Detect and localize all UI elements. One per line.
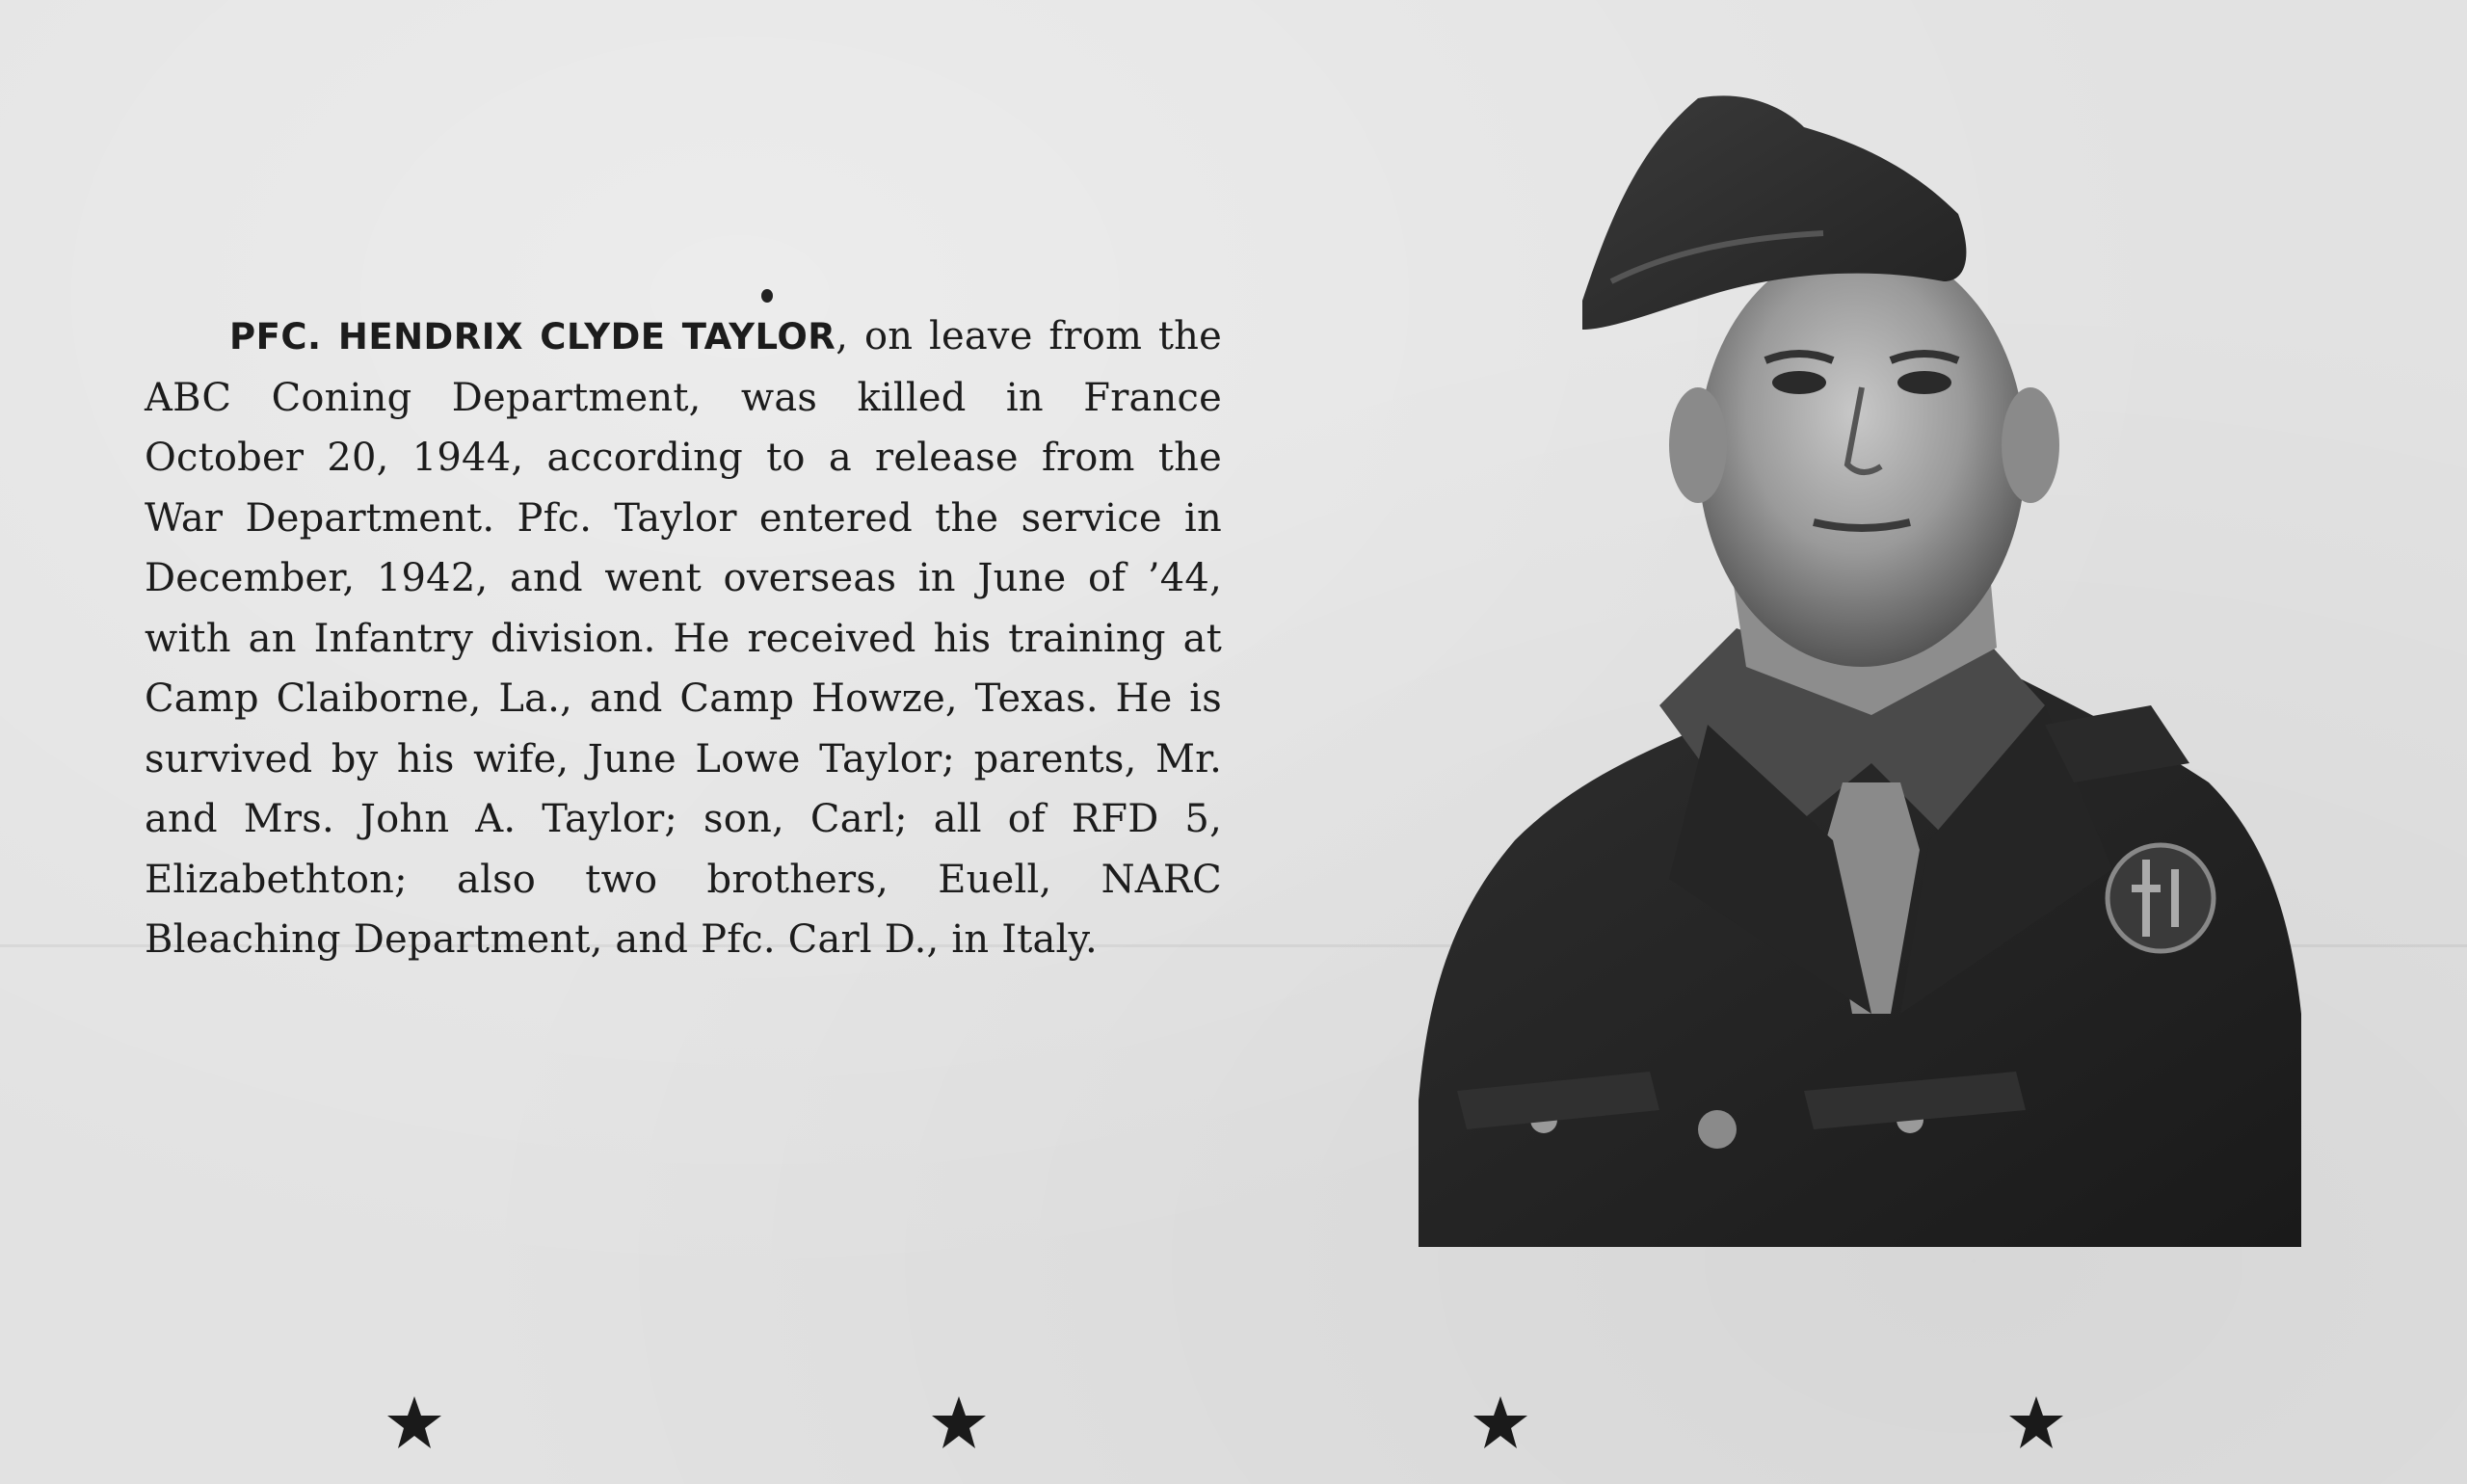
face-shape — [1698, 243, 2026, 667]
soldier-name: PFC. HENDRIX CLYDE TAYLOR — [229, 316, 836, 358]
obituary-text: , on leave from the ABC Coning Department, was killed in France October 20, 1944, according to a release from the War Department. Pfc. Taylor entered the service in December, 1942, and went overseas in June of ’44, with an Infantry division. He received his training at Camp Claiborne, La., and Camp Howze, Texas. He is survived by his wife, June Lowe Taylor; parents, Mr. and Mrs. John A. Taylor; son, Carl; all of RFD 5, Elizabethton; also two brothers, Euell, NARC Bleaching Department, and Pfc. Carl D., in Italy. — [145, 314, 1222, 962]
star-icon — [930, 1394, 988, 1452]
shoulder-patch — [2108, 845, 2214, 951]
soldier-portrait-photo — [1419, 89, 2301, 1247]
star-icon — [2007, 1394, 2065, 1452]
star-icon — [1472, 1394, 1529, 1452]
bullet-dot — [761, 289, 773, 303]
obituary-paragraph — [145, 306, 1222, 970]
star-icon — [385, 1394, 443, 1452]
